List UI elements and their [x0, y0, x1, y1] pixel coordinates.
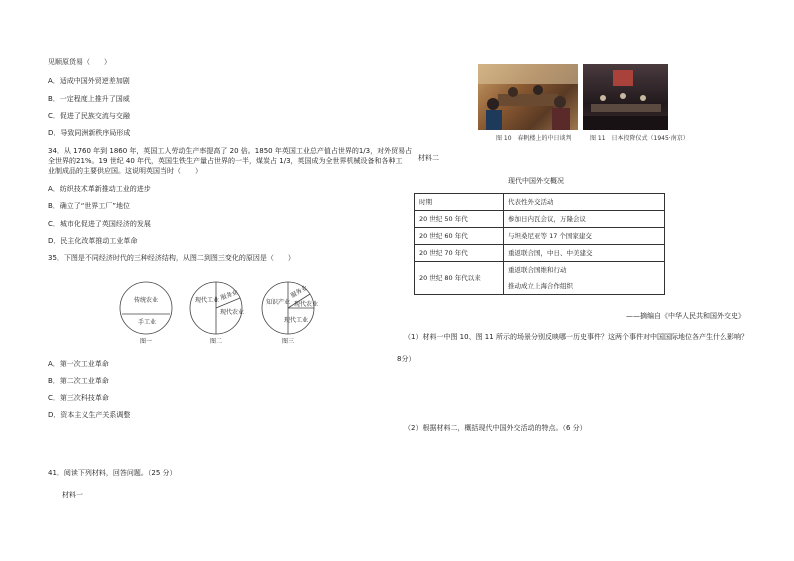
- material-1-label: 材料一: [62, 491, 83, 499]
- q35-stem: 35．下图是不同经济时代的三种经济结构，从图二到图三变化的原因是（ ）: [48, 254, 295, 262]
- question-1: （1）材料一中图 10、图 11 所示的场景分别反映哪一历史事件？这两个事件对中国国际地位各产生什么影响？: [404, 333, 748, 341]
- table-cell-activity: 参加日内瓦会议，万隆会议: [504, 211, 665, 228]
- q34-option-b: B．确立了“世界工厂”地位: [48, 202, 131, 210]
- q34-stem-line3: 业制成品的主要供应国。这说明英国当时（ ）: [48, 167, 202, 175]
- pie-figure-1: [120, 282, 172, 345]
- table-header-period: 时期: [415, 194, 504, 211]
- table-row: [415, 228, 665, 245]
- photo-treaty-negotiation: [478, 64, 578, 130]
- table-source-citation: ——摘编自《中华人民共和国外交史》: [626, 312, 745, 320]
- table-cell-activity-line2: 推动成立上海合作组织: [508, 282, 573, 290]
- q34-option-c: C．城市化促进了英国经济的发展: [48, 220, 151, 228]
- pie3-sector-4: 现代工业: [284, 317, 309, 324]
- question-2: （2）根据材料二，概括现代中国外交活动的特点。（6 分）: [404, 424, 587, 432]
- q41-stem: 41．阅读下列材料，回答问题。（25 分）: [48, 469, 177, 477]
- pie3-sector-3: 现代农业: [294, 301, 319, 308]
- q35-option-a: A．第一次工业革命: [48, 360, 109, 368]
- q33-option-d: D．导致同洲新秩序局形成: [48, 129, 131, 137]
- table-cell-period: 20 世纪 50 年代: [415, 211, 504, 228]
- table-cell-activity: 与坦桑尼亚等 17 个国家建交: [504, 228, 665, 245]
- table-cell-activity: 重返联合国，中日、中美建交: [504, 245, 665, 262]
- pie-figure-2: [190, 282, 244, 345]
- table-row: [415, 262, 665, 295]
- diplomacy-table: [414, 193, 665, 295]
- pie2-sector-2: 服务业: [219, 289, 240, 302]
- table-header-activity: 代表性外交活动: [504, 194, 665, 211]
- q34-stem-line1: 34．从 1760 年到 1860 年，英国工人劳动生产率提高了 20 倍。1850 年英国工业总产值占世界的1/3，对外贸易占: [48, 147, 413, 155]
- pie1-label: 图一: [140, 338, 153, 345]
- table-cell-activity: [504, 262, 665, 295]
- pie1-sector-2: 手工业: [138, 319, 157, 326]
- table-row: [415, 211, 665, 228]
- q34-option-a: A．纺织技术革新推动工业的进步: [48, 185, 151, 193]
- pie3-sector-1: 知识产业: [266, 299, 291, 306]
- pie2-sector-3: 现代农业: [220, 309, 245, 316]
- q33-option-c: C．促进了民族交流与交融: [48, 112, 130, 120]
- q33-option-b: B．一定程度上推升了国威: [48, 95, 130, 103]
- q34-option-d: D．民主化改革推动工业革命: [48, 237, 138, 245]
- question-1-score: 8分）: [397, 355, 416, 363]
- pie3-label: 图三: [282, 338, 295, 345]
- q35-option-d: D．资本主义生产关系调整: [48, 411, 131, 419]
- pie2-label: 图二: [210, 338, 223, 345]
- table-cell-activity-line1: 重返联合国维和行动: [508, 266, 567, 274]
- figure-10-caption: 图 10 春帆楼上的中日谈判: [496, 135, 572, 142]
- pie1-sector-1: 传统农业: [134, 297, 159, 304]
- figure-11-caption: 图 11 日本投降仪式（1945·南京）: [590, 135, 689, 142]
- table-title: 现代中国外交概况: [508, 177, 564, 185]
- table-cell-period: 20 世纪 60 年代: [415, 228, 504, 245]
- q33-stem-tail: 见顺原货易（ ）: [48, 58, 111, 66]
- table-cell-period: 20 世纪 70 年代: [415, 245, 504, 262]
- table-header-row: [415, 194, 665, 211]
- pie2-sector-1: 现代工业: [195, 297, 220, 304]
- material-2-label: 材料二: [418, 154, 439, 162]
- table-cell-period: 20 世纪 80 年代以来: [415, 262, 504, 295]
- q35-option-c: C．第三次科技革命: [48, 394, 109, 402]
- pie-figure-3: [262, 282, 318, 345]
- q33-option-a: A．适成中国外贸逆差加剧: [48, 77, 130, 85]
- q35-option-b: B．第二次工业革命: [48, 377, 109, 385]
- economic-structure-diagrams: [116, 280, 336, 350]
- table-row: [415, 245, 665, 262]
- pie3-sector-2: 服务业: [289, 284, 309, 300]
- photo-japan-surrender-ceremony: [583, 64, 668, 130]
- q34-stem-line2: 全世界的21%。19 世纪 40 年代，英国生铁生产量占世界的一半，煤炭占 1/3，英国成为全世界机械设备和各种工: [48, 157, 403, 165]
